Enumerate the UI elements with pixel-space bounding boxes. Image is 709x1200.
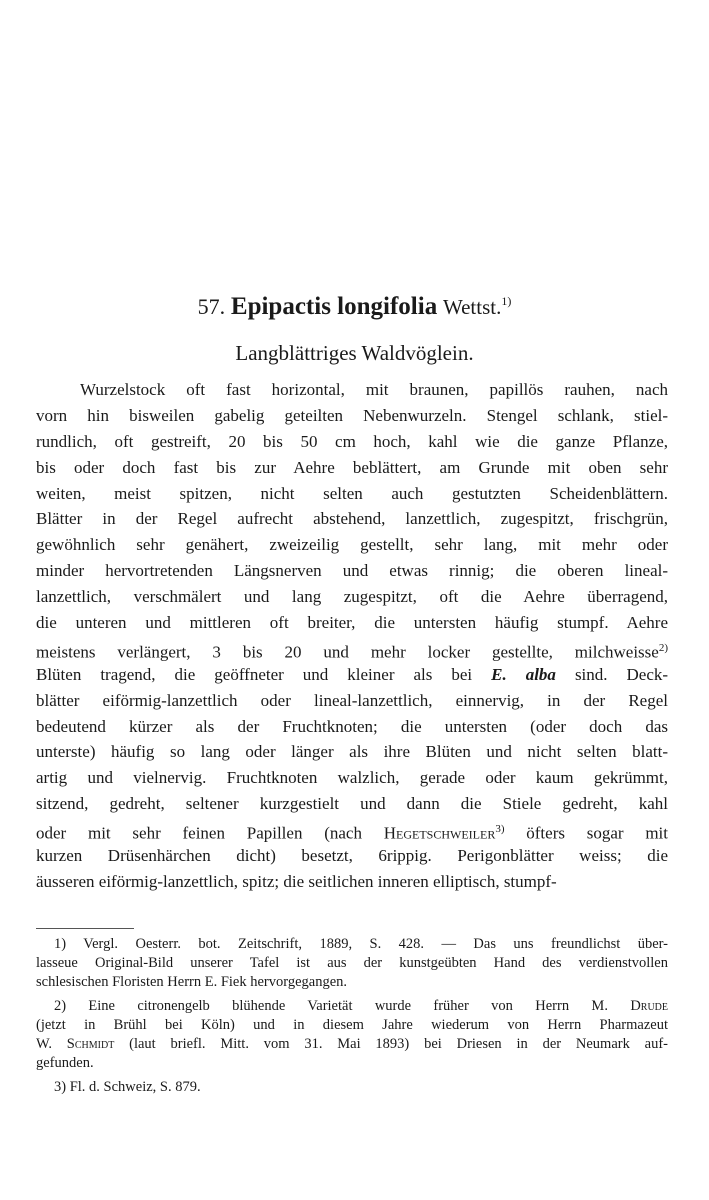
text-segment: meistens verlängert, 3 bis 20 und mehr locker gestellte, milchweisse: [36, 642, 659, 662]
text-line: minder hervortretenden Längsnerven und etwas rinnig; die oberen lineal-: [36, 561, 668, 581]
footnote-2-line: gefunden.: [36, 1055, 94, 1071]
footnote-mark-3: 3): [495, 823, 505, 836]
text-segment: (laut briefl. Mitt. vom 31. Mai 1893) bei Driesen in der Neumark auf-: [129, 1036, 668, 1052]
text-line: kurzen Drüsenhärchen dicht) besetzt, 6rippig. Perigonblätter weiss; die: [36, 846, 668, 866]
footnote-divider: [36, 928, 134, 929]
text-segment: oder mit sehr feinen Papillen (nach: [36, 823, 362, 843]
footnote-3-line: 3) Fl. d. Schweiz, S. 879.: [54, 1079, 201, 1095]
text-line: weiten, meist spitzen, nicht selten auch gestutzten Scheidenblättern.: [36, 483, 668, 503]
text-line: [36, 662, 668, 688]
text-segment: 2) Eine citronengelb blühende Varietät wurde früher von Herrn M.: [54, 998, 608, 1014]
text-line: bis oder doch fast bis zur Aehre beblättert, am Grunde mit oben sehr: [36, 457, 668, 477]
text-line: gewöhnlich sehr genähert, zweizeilig gestellt, sehr lang, mit mehr oder: [36, 535, 668, 555]
footnote-2-line: (jetzt in Brühl bei Köln) und in diesem Jahre wiederum von Herrn Pharmazeut: [36, 1017, 668, 1033]
text-line: die unteren und mittleren oft breiter, die untersten häufig stumpf. Aehre: [36, 613, 668, 633]
text-segment: W.: [36, 1036, 52, 1052]
text-line: artig und vielnervig. Fruchtknoten walzlich, gerade oder kaum gekrümmt,: [36, 768, 668, 788]
text-segment: sind. Deck-: [574, 664, 668, 684]
species-heading: [0, 286, 709, 322]
text-line: [36, 817, 668, 843]
text-line: sitzend, gedreht, seltener kurzgestielt und dann die Stiele gedreht, kahl: [36, 794, 668, 814]
footnotes: [36, 935, 668, 1097]
author-reference: Hegetschweiler: [383, 823, 496, 843]
text-line: [36, 636, 668, 662]
collector-name: Schmidt: [66, 1036, 115, 1052]
footnote-2-line: [36, 997, 668, 1016]
text-line: lanzettlich, verschmälert und lang zugespitzt, oft die Aehre überragend,: [36, 587, 668, 607]
collector-name: Drude: [630, 998, 668, 1014]
text-line: rundlich, oft gestreift, 20 bis 50 cm hoch, kahl wie die ganze Pflanze,: [36, 431, 668, 451]
text-line: äusseren eiförmig-lanzettlich, spitz; die seitlichen inneren elliptisch, stumpf-: [36, 871, 557, 891]
text-line: vorn hin bisweilen gabelig geteilten Nebenwurzeln. Stengel schlank, stiel-: [36, 405, 668, 425]
footnote-mark-1: 1): [501, 294, 512, 308]
species-number: 57.: [197, 294, 226, 319]
text-line: unterste) häufig so lang oder länger als ihre Blüten und nicht selten blatt-: [36, 742, 668, 762]
footnote-1-line: schlesischen Floristen Herrn E. Fiek hervorgegangen.: [36, 974, 347, 990]
footnote-mark-2: 2): [658, 641, 668, 654]
text-line: blätter eiförmig-lanzettlich oder lineal-lanzettlich, einnervig, in der Regel: [36, 690, 668, 710]
species-reference: E. alba: [491, 664, 556, 684]
text-segment: Blüten tragend, die geöffneter und kleiner als bei: [36, 664, 473, 684]
footnote-2-line: [36, 1035, 668, 1054]
species-description: [36, 377, 668, 895]
text-line: bedeutend kürzer als der Fruchtknoten; die untersten (oder doch das: [36, 716, 668, 736]
scientific-name: Epipactis longifolia: [230, 293, 438, 320]
text-segment: öfters sogar mit: [526, 823, 668, 843]
text-line: Blätter in der Regel aufrecht abstehend, lanzettlich, zugespitzt, frischgrün,: [36, 509, 668, 529]
text-line: Wurzelstock oft fast horizontal, mit braunen, papillös rauhen, nach: [80, 380, 668, 399]
footnote-1-line: 1) Vergl. Oesterr. bot. Zeitschrift, 1889, S. 428. — Das uns freundlichst über-: [54, 936, 668, 952]
common-name: Langblättriges Waldvöglein.: [235, 341, 474, 365]
author-citation: Wettst.: [442, 295, 502, 319]
footnote-1-line: lasseue Original-Bild unserer Tafel ist aus der kunstgeübten Hand des verdienstvollen: [36, 955, 668, 971]
